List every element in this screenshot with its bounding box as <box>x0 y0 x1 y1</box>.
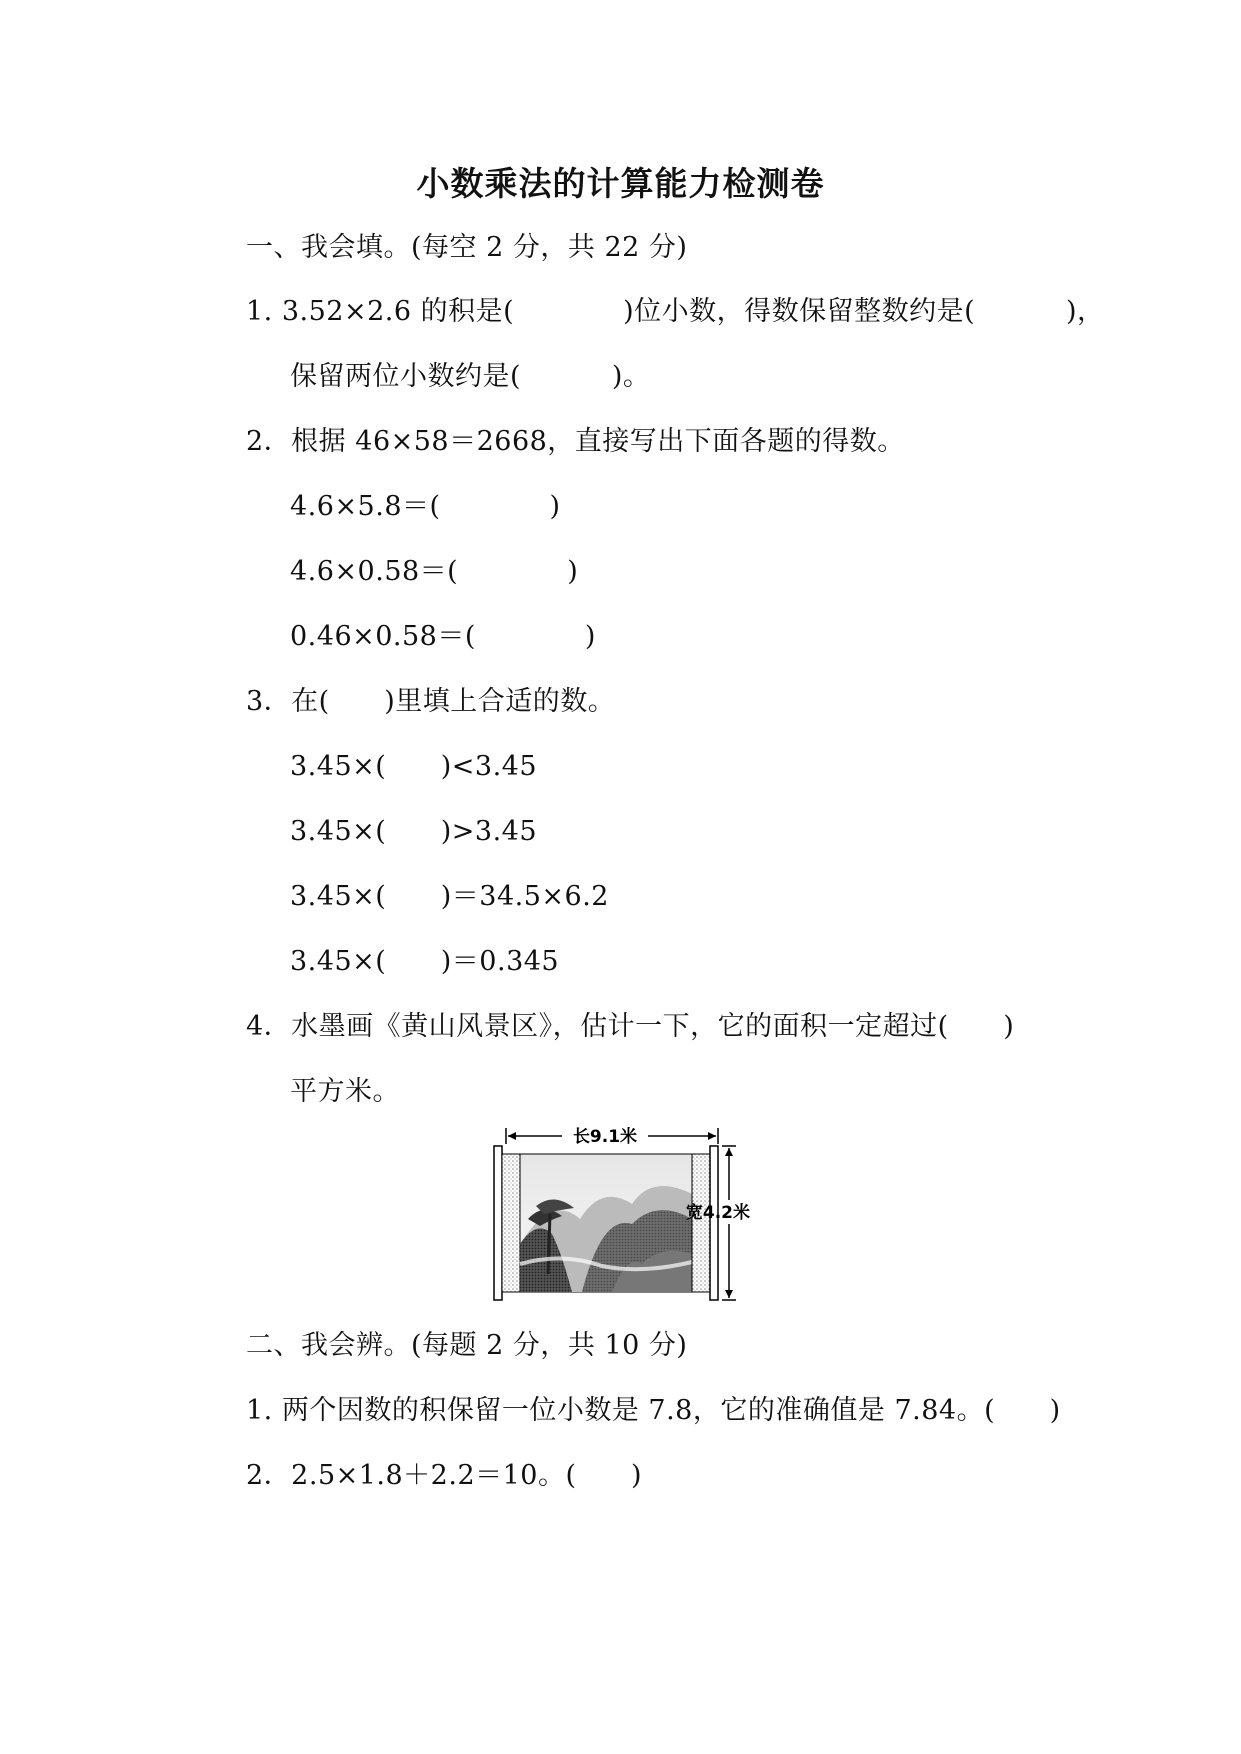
q3-item: 3.45×( )>3.45 <box>290 816 538 847</box>
q1-line2: 保留两位小数约是( )。 <box>290 361 651 392</box>
painting-image <box>520 1154 692 1292</box>
width-dimension <box>722 1146 736 1300</box>
q1-line1: 1. 3.52×2.6 的积是( )位小数，得数保留整数约是( )， <box>246 296 1105 327</box>
left-scroll-roller <box>494 1146 520 1300</box>
painting-svg <box>492 1124 752 1310</box>
q3-item: 3.45×( )＝0.345 <box>290 946 560 977</box>
q2-item: 4.6×5.8＝( ) <box>290 491 561 522</box>
q4-line1: 4．水墨画《黄山风景区》，估计一下，它的面积一定超过( ) <box>246 1011 1015 1042</box>
q2-item: 4.6×0.58＝( ) <box>290 556 579 587</box>
section2-item: 1. 两个因数的积保留一位小数是 7.8，它的准确值是 7.84。( ) <box>246 1395 1061 1426</box>
ink-painting-figure <box>492 1124 752 1310</box>
right-scroll-roller <box>692 1146 718 1300</box>
section2-item: 2．2.5×1.8＋2.2＝10。( ) <box>246 1460 643 1491</box>
q4-line2: 平方米。 <box>290 1076 400 1107</box>
q3-item: 3.45×( )<3.45 <box>290 751 538 782</box>
section1-heading: 一、我会填。(每空 2 分，共 22 分) <box>246 232 688 263</box>
q3-item: 3.45×( )＝34.5×6.2 <box>290 881 609 912</box>
q3-prompt: 3．在( )里填上合适的数。 <box>246 686 616 717</box>
section2-heading: 二、我会辨。(每题 2 分，共 10 分) <box>246 1330 688 1361</box>
q2-item: 0.46×0.58＝( ) <box>290 621 596 652</box>
q2-prompt: 2．根据 46×58＝2668，直接写出下面各题的得数。 <box>246 426 905 457</box>
page-title: 小数乘法的计算能力检测卷 <box>416 164 825 203</box>
length-label: 长9.1米 <box>572 1127 638 1147</box>
width-label: 宽4.2米 <box>685 1203 750 1223</box>
